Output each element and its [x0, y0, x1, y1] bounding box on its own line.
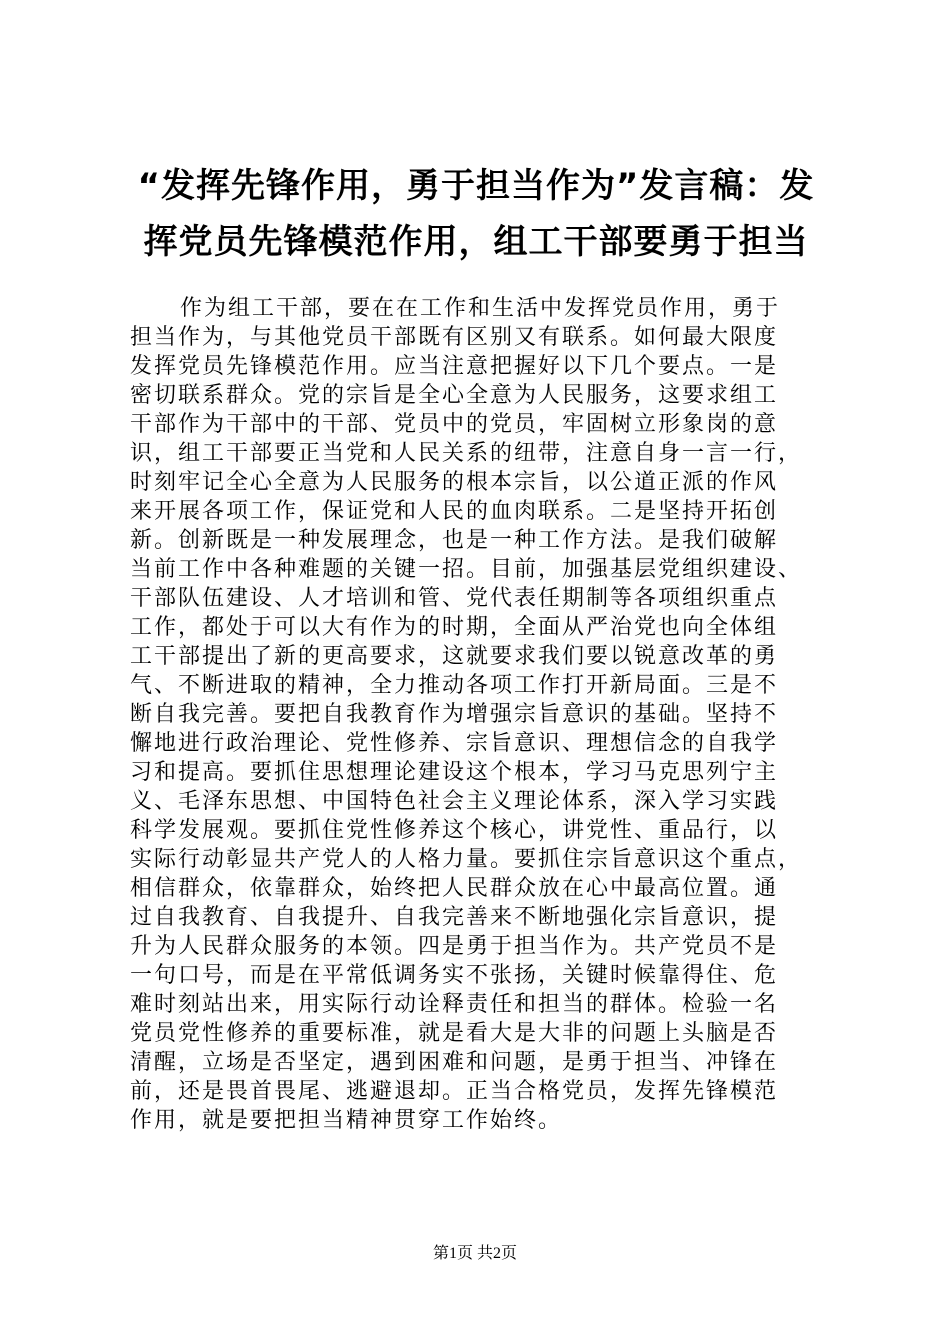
body-line: 工作，都处于可以大有作为的时期，全面从严治党也向全体组 [130, 615, 779, 640]
body-line: 作用，就是要把担当精神贯穿工作始终。 [130, 1108, 563, 1133]
page-footer: 第1页 共2页 [432, 1245, 517, 1262]
body-line: 习和提高。要抓住思想理论建设这个根本，学习马克思列宁主 [130, 760, 779, 785]
body-line: 难时刻站出来，用实际行动诠释责任和担当的群体。检验一名 [130, 992, 779, 1017]
body-line: 气、不断进取的精神，全力推动各项工作打开新局面。三是不 [130, 673, 779, 698]
document-title [120, 158, 832, 270]
body-line: 作为组工干部，要在在工作和生活中发挥党员作用，勇于 [180, 296, 781, 321]
body-line: 密切联系群众。党的宗旨是全心全意为人民服务，这要求组工 [130, 383, 779, 408]
body-line: 干部队伍建设、人才培训和管、党代表任期制等各项组织重点 [130, 586, 779, 611]
body-line: 实际行动彰显共产党人的人格力量。要抓住宗旨意识这个重点， [130, 847, 803, 872]
body-line: 科学发展观。要抓住党性修养这个核心，讲党性、重品行，以 [130, 818, 779, 843]
body-line: 断自我完善。要把自我教育作为增强宗旨意识的基础。坚持不 [130, 702, 779, 727]
body-line: 时刻牢记全心全意为人民服务的根本宗旨，以公道正派的作风 [130, 470, 779, 495]
body-line: 前，还是畏首畏尾、逃避退却。正当合格党员，发挥先锋模范 [130, 1079, 779, 1104]
body-line: 一句口号，而是在平常低调务实不张扬，关键时候靠得住、危 [130, 963, 779, 988]
body-line: 干部作为干部中的干部、党员中的党员，牢固树立形象岗的意 [130, 412, 779, 437]
body-line: 懈地进行政治理论、党性修养、宗旨意识、理想信念的自我学 [130, 731, 779, 756]
body-line: 识，组工干部要正当党和人民关系的纽带，注意自身一言一行， [130, 441, 803, 466]
body-line: 工干部提出了新的更高要求，这就要求我们要以锐意改革的勇 [130, 644, 779, 669]
body-line: 过自我教育、自我提升、自我完善来不断地强化宗旨意识，提 [130, 905, 779, 930]
body-paragraph [130, 294, 830, 1135]
body-line: 党员党性修养的重要标准，就是看大是大非的问题上头脑是否 [130, 1021, 779, 1046]
body-line: 当前工作中各种难题的关键一招。目前，加强基层党组织建设、 [130, 557, 803, 582]
title-line-1: “发挥先锋作用，勇于担当作为”发言稿：发 [137, 166, 815, 206]
title-line-2: 挥党员先锋模范作用，组工干部要勇于担当 [143, 222, 809, 262]
body-line: 发挥党员先锋模范作用。应当注意把握好以下几个要点。一是 [130, 354, 779, 379]
body-line: 来开展各项工作，保证党和人民的血肉联系。二是坚持开拓创 [130, 499, 779, 524]
body-line: 升为人民群众服务的本领。四是勇于担当作为。共产党员不是 [130, 934, 779, 959]
body-line: 义、毛泽东思想、中国特色社会主义理论体系，深入学习实践 [130, 789, 779, 814]
body-line: 清醒，立场是否坚定，遇到困难和问题，是勇于担当、冲锋在 [130, 1050, 779, 1075]
body-line: 担当作为，与其他党员干部既有区别又有联系。如何最大限度 [130, 325, 779, 350]
body-line: 新。创新既是一种发展理念，也是一种工作方法。是我们破解 [130, 528, 779, 553]
body-line: 相信群众，依靠群众，始终把人民群众放在心中最高位置。通 [130, 876, 779, 901]
